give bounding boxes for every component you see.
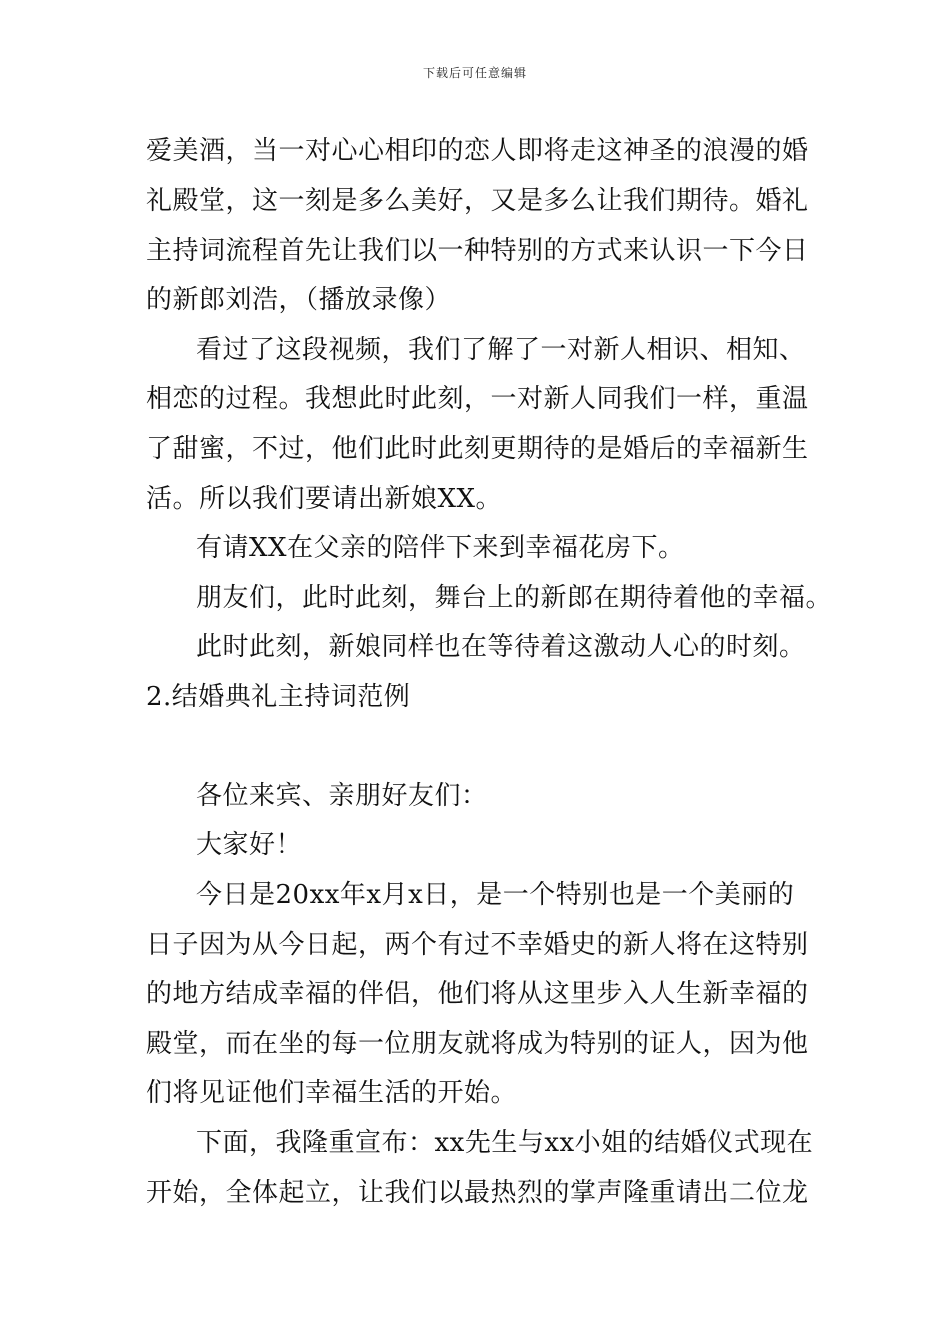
paragraph-line: 活。所以我们要请出新娘XX。: [146, 484, 503, 514]
paragraph-line: 看过了这段视频，我们了解了一对新人相识、相知、: [196, 335, 806, 365]
salutation-line: 各位来宾、亲朋好友们：: [196, 781, 488, 811]
header-note: 下载后可任意编辑: [422, 66, 527, 80]
paragraph-line: 日子因为从今日起，两个有过不幸婚史的新人将在这特别: [146, 930, 809, 960]
section-heading: 2.结婚典礼主持词范例: [146, 682, 411, 712]
paragraph-line: 主持词流程首先让我们以一种特别的方式来认识一下今日: [146, 236, 809, 266]
paragraph-line: 今日是20xx年x月x日，是一个特别也是一个美丽的: [196, 880, 795, 910]
paragraph-line: 此时此刻，新娘同样也在等待着这激动人心的时刻。: [196, 632, 806, 662]
paragraph-line: 的地方结成幸福的伴侣，他们将从这里步入人生新幸福的: [146, 979, 809, 1009]
paragraph-line: 有请XX在父亲的陪伴下来到幸福花房下。: [196, 533, 685, 563]
paragraph-line: 殿堂，而在坐的每一位朋友就将成为特别的证人，因为他: [146, 1029, 809, 1059]
paragraph-line: 的新郎刘浩，（播放录像）: [146, 285, 452, 315]
paragraph-line: 下面，我隆重宣布：xx先生与xx小姐的结婚仪式现在: [196, 1128, 814, 1158]
paragraph-line: 相恋的过程。我想此时此刻，一对新人同我们一样，重温: [146, 384, 809, 414]
paragraph-line: 礼殿堂，这一刻是多么美好，又是多么让我们期待。婚礼: [146, 186, 809, 216]
paragraph-line: 们将见证他们幸福生活的开始。: [146, 1078, 518, 1108]
greeting-line: 大家好！: [196, 830, 303, 860]
paragraph-line: 朋友们，此时此刻，舞台上的新郎在期待着他的幸福。: [196, 583, 833, 613]
paragraph-line: 开始，全体起立，让我们以最热烈的掌声隆重请出二位龙: [146, 1178, 809, 1208]
paragraph-line: 爱美酒，当一对心心相印的恋人即将走这神圣的浪漫的婚: [146, 136, 809, 166]
paragraph-line: 了甜蜜，不过，他们此时此刻更期待的是婚后的幸福新生: [146, 434, 809, 464]
